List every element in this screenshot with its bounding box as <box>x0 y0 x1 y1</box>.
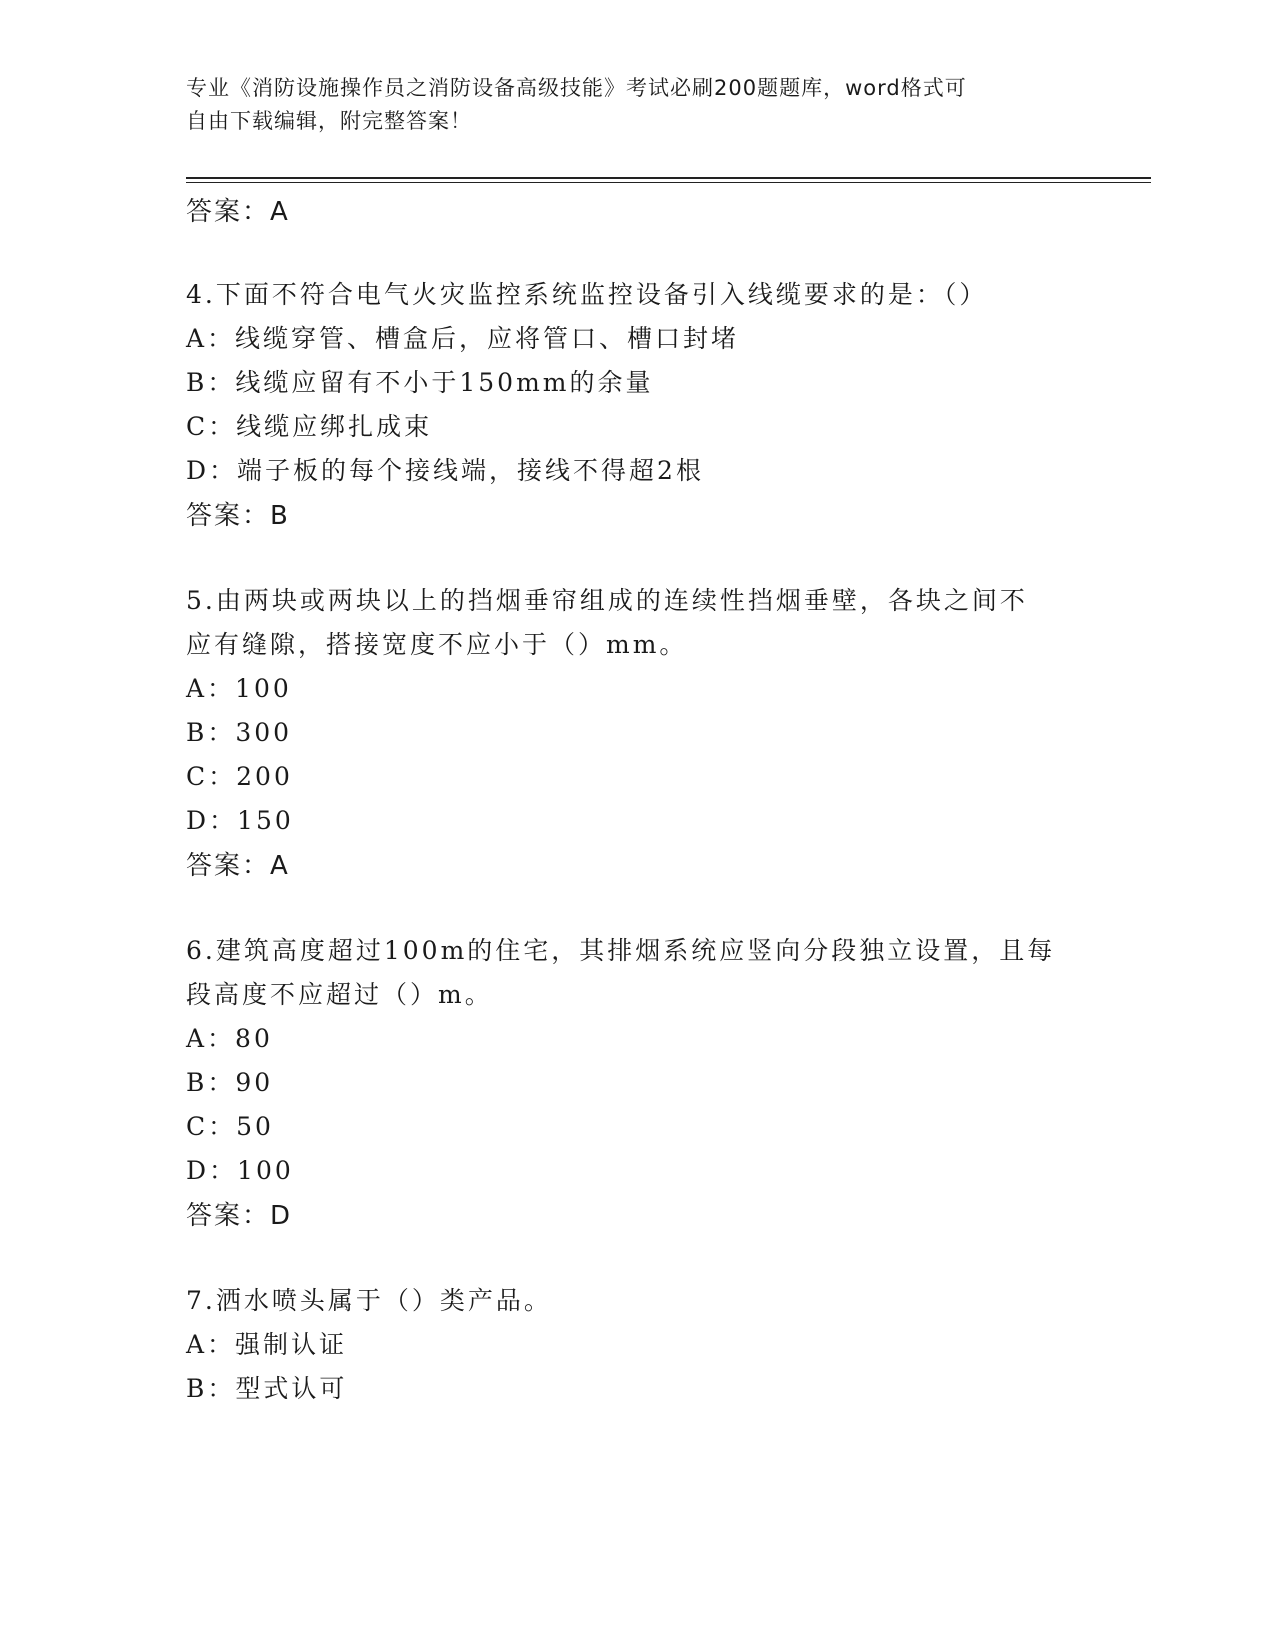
question-5-option-c: C：200 <box>186 762 293 791</box>
question-4-option-b: B：线缆应留有不小于150mm的余量 <box>186 368 654 397</box>
answer-q6: 答案：D <box>186 1201 293 1231</box>
question-6-stem-line-1: 6.建筑高度超过100m的住宅，其排烟系统应竖向分段独立设置，且每 <box>186 936 1056 965</box>
question-4-option-d: D：端子板的每个接线端，接线不得超2根 <box>186 456 704 485</box>
question-7-option-b: B：型式认可 <box>186 1374 348 1403</box>
question-7-option-a: A：强制认证 <box>186 1330 348 1359</box>
question-5-stem-line-1: 5.由两块或两块以上的挡烟垂帘组成的连续性挡烟垂壁，各块之间不 <box>186 586 1028 615</box>
question-4-option-a: A：线缆穿管、槽盒后，应将管口、槽口封堵 <box>186 324 740 353</box>
answer-q4: 答案：B <box>186 501 290 531</box>
question-6-option-d: D：100 <box>186 1156 294 1185</box>
question-7-stem: 7.洒水喷头属于（）类产品。 <box>186 1286 552 1315</box>
answer-q3: 答案：A <box>186 197 290 227</box>
document-header <box>186 72 1066 138</box>
question-5-option-d: D：150 <box>186 806 294 835</box>
question-5-stem-line-2: 应有缝隙，搭接宽度不应小于（）mm。 <box>186 630 688 659</box>
question-6-option-a: A：80 <box>186 1024 273 1053</box>
header-divider-thick <box>186 177 1151 179</box>
question-6-option-b: B：90 <box>186 1068 274 1097</box>
header-line-1: 专业《消防设施操作员之消防设备高级技能》考试必刷200题题库，word格式可 <box>186 76 967 100</box>
question-6-stem-line-2: 段高度不应超过（）m。 <box>186 980 493 1009</box>
answer-q5: 答案：A <box>186 851 290 881</box>
question-5-option-b: B：300 <box>186 718 293 747</box>
question-4-option-c: C：线缆应绑扎成束 <box>186 412 433 441</box>
question-5-option-a: A：100 <box>186 674 292 703</box>
question-4-stem: 4.下面不符合电气火灾监控系统监控设备引入线缆要求的是：（） <box>186 280 988 309</box>
header-divider-thin <box>186 182 1151 183</box>
question-6-option-c: C：50 <box>186 1112 274 1141</box>
header-line-2: 自由下载编辑，附完整答案！ <box>186 109 472 133</box>
